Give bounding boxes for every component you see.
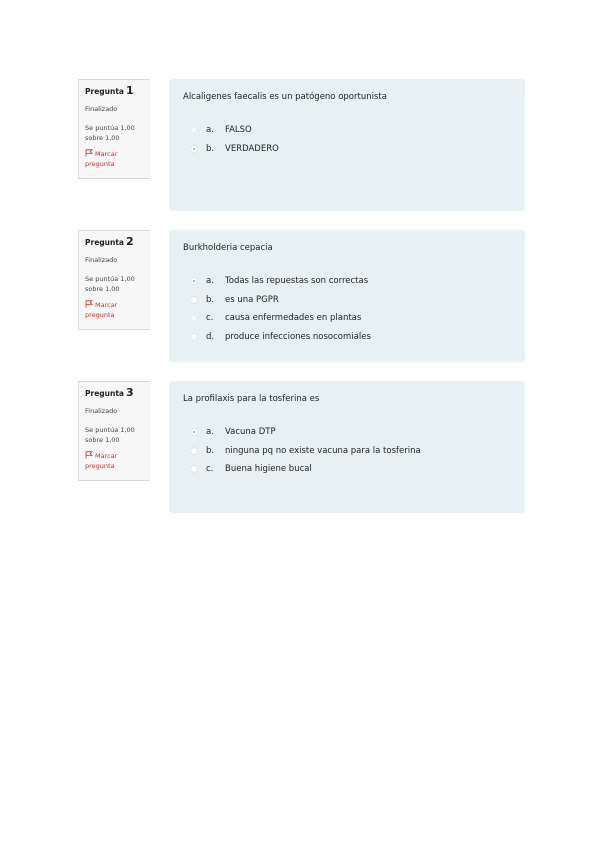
question-grade: Se puntúa 1,00 sobre 1,00 [85, 275, 135, 293]
answer-text: Todas las repuestas son correctas [225, 276, 369, 287]
answer-text: Vacuna DTP [225, 427, 276, 438]
question-grade: Se puntúa 1,00 sobre 1,00 [85, 124, 135, 142]
answer-letter: b. [206, 294, 215, 305]
question-number [85, 85, 150, 98]
flag-question-link[interactable] [85, 149, 145, 169]
radio-button[interactable] [190, 428, 198, 436]
answer-text: causa enfermedades en plantas [225, 313, 362, 324]
question-number-value: 1 [125, 84, 134, 97]
answer-letter: a. [206, 427, 214, 438]
answer-option-b[interactable] [183, 291, 511, 310]
question-text: Alcaligenes faecalis es un patógeno oportunista [183, 92, 387, 102]
radio-button[interactable] [190, 277, 198, 285]
question-number [85, 236, 150, 249]
question-info [78, 230, 150, 330]
answer-option-b[interactable] [183, 442, 511, 461]
answer-option-d[interactable] [183, 328, 511, 347]
question-number-value: 2 [125, 235, 134, 248]
question-text: La profilaxis para la tosferina es [183, 394, 320, 404]
answer-list [183, 423, 511, 479]
radio-button[interactable] [190, 145, 198, 153]
answer-option-a[interactable] [183, 423, 511, 442]
answer-option-a[interactable] [183, 272, 511, 291]
radio-button[interactable] [190, 465, 198, 473]
radio-button[interactable] [190, 314, 198, 322]
question-text: Burkholderia cepacia [183, 243, 273, 253]
answer-text: es una PGPR [225, 294, 279, 305]
question-label: Pregunta [85, 389, 124, 398]
question-number [85, 387, 150, 400]
answer-letter: a. [206, 125, 214, 136]
answer-text: FALSO [225, 125, 252, 136]
answer-option-b[interactable] [183, 140, 511, 159]
question-state: Finalizado [85, 105, 118, 113]
answer-letter: a. [206, 276, 214, 287]
flag-question-link[interactable] [85, 300, 145, 320]
flag-label: Marcar pregunta [85, 150, 118, 168]
question-content [169, 230, 525, 362]
question-label: Pregunta [85, 87, 124, 96]
flag-icon [85, 451, 93, 459]
question-content [169, 381, 525, 513]
flag-label: Marcar pregunta [85, 452, 118, 470]
answer-letter: b. [206, 143, 215, 154]
answer-letter: c. [206, 313, 214, 324]
question-number-value: 3 [125, 386, 134, 399]
question-info [78, 79, 150, 179]
answer-text: VERDADERO [225, 143, 279, 154]
answer-list [183, 121, 511, 158]
answer-letter: b. [206, 445, 215, 456]
answer-letter: c. [206, 464, 214, 475]
answer-text: produce infecciones nosocomiales [225, 331, 371, 342]
radio-button[interactable] [190, 126, 198, 134]
question-state: Finalizado [85, 407, 118, 415]
question-content [169, 79, 525, 211]
answer-text: Buena higiene bucal [225, 464, 312, 475]
flag-icon [85, 300, 93, 308]
radio-button[interactable] [190, 333, 198, 341]
flag-question-link[interactable] [85, 451, 145, 471]
answer-letter: d. [206, 331, 215, 342]
radio-button[interactable] [190, 447, 198, 455]
answer-option-a[interactable] [183, 121, 511, 140]
answer-option-c[interactable] [183, 309, 511, 328]
flag-label: Marcar pregunta [85, 301, 118, 319]
question-info [78, 381, 150, 481]
answer-list [183, 272, 511, 346]
answer-option-c[interactable] [183, 460, 511, 479]
flag-icon [85, 149, 93, 157]
question-grade: Se puntúa 1,00 sobre 1,00 [85, 426, 135, 444]
answer-text: ninguna pq no existe vacuna para la tosferina [225, 445, 421, 456]
radio-button[interactable] [190, 296, 198, 304]
question-label: Pregunta [85, 238, 124, 247]
question-state: Finalizado [85, 256, 118, 264]
